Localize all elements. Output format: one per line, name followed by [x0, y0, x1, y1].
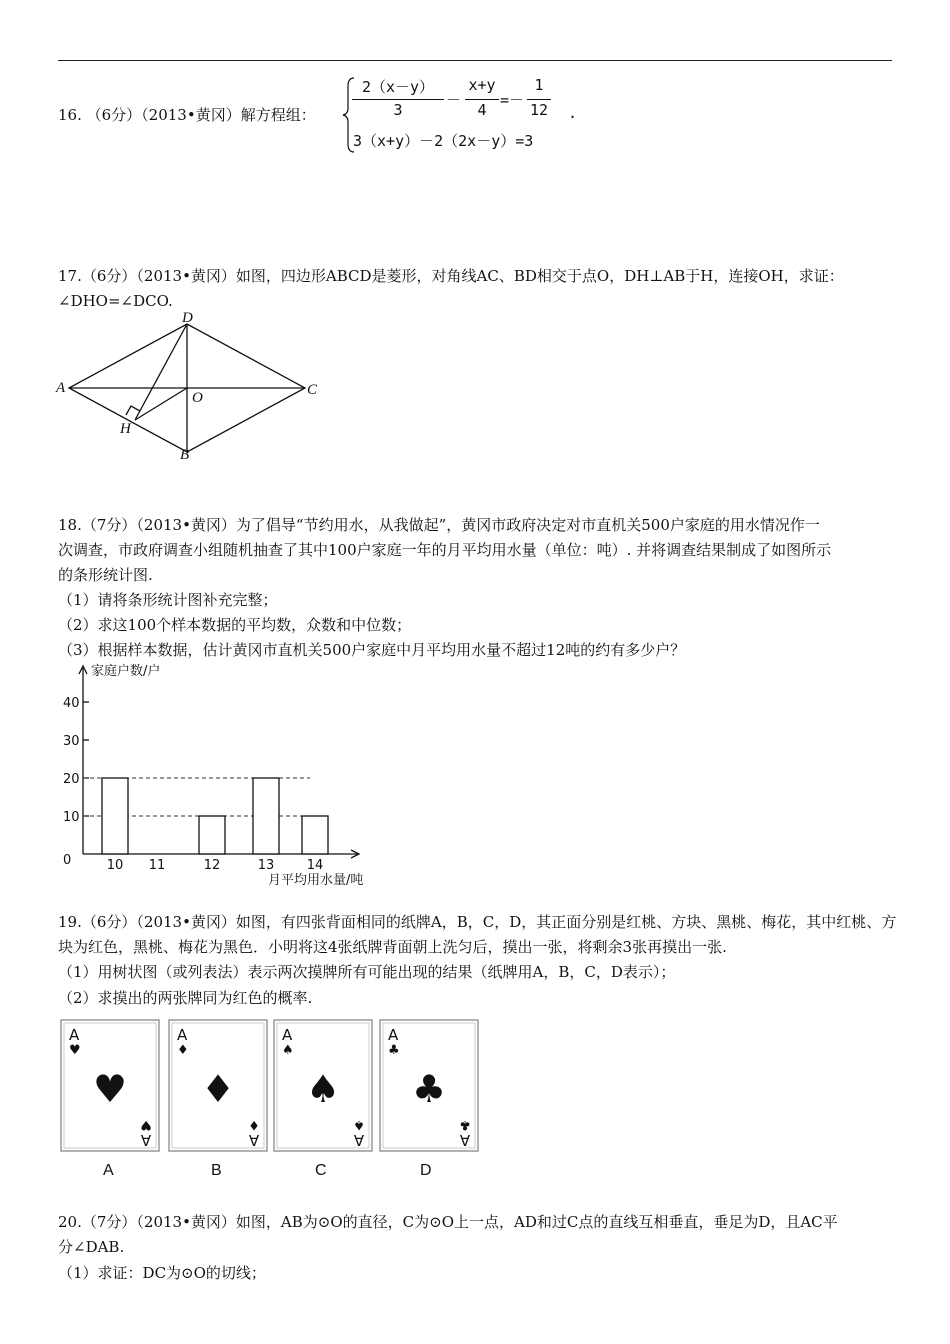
card-a-suit-top: ♥	[69, 1043, 81, 1058]
q18-line2: 次调查，市政府调查小组随机抽查了其中100户家庭一年的月平均用水量（单位：吨）. 并将调查结果制成了如图所示	[58, 541, 832, 559]
card-d	[380, 1020, 478, 1151]
q16-frac2-bar	[465, 99, 499, 100]
card-d-suit-top: ♣	[388, 1043, 400, 1058]
q16-eq1-num3: 1	[534, 76, 544, 94]
card-c-rank-top: A	[282, 1026, 293, 1044]
card-a	[61, 1020, 159, 1151]
x-axis-label: 月平均用水量/吨	[268, 873, 364, 888]
q18-line1: 18.（7分）（2013•黄冈）为了倡导“节约用水，从我做起”，黄冈市政府决定对市直机关500户家庭的用水情况作一	[58, 516, 820, 534]
q16-frac1-bar	[352, 99, 444, 100]
card-a-suit-center: ♥	[92, 1067, 128, 1111]
q16-eq2: 3（x+y）－2（2x－y）=3	[353, 132, 534, 150]
card-d-suit-bottom: ♣	[459, 1117, 471, 1132]
q16-eq1-den2: 4	[477, 101, 487, 119]
q16-eq1-num1: 2（x－y）	[361, 78, 435, 96]
q16-eq1-den3: 12	[529, 101, 549, 119]
card-label-a: A	[103, 1162, 114, 1179]
label-a: A	[56, 380, 66, 396]
q16-eq1-minus: －	[446, 91, 462, 109]
card-b-suit-bottom: ♦	[248, 1117, 260, 1132]
card-c-suit-bottom: ♠	[353, 1117, 365, 1132]
q18-sub1: （1）请将条形统计图补充完整；	[58, 591, 278, 609]
q16-end-period: .	[568, 104, 578, 122]
card-label-b: B	[211, 1162, 222, 1179]
label-d: D	[182, 310, 193, 326]
top-rule	[58, 60, 892, 61]
bar	[253, 778, 279, 854]
bar	[102, 778, 128, 854]
x-tick-label: 14	[306, 858, 324, 873]
y-tick-label: 0	[63, 853, 72, 868]
card-d-rank-top: A	[388, 1026, 399, 1044]
card-c-suit-center: ♠	[305, 1067, 341, 1111]
x-tick-label: 11	[148, 858, 166, 873]
y-tick-label: 20	[63, 772, 80, 787]
card-b-suit-top: ♦	[177, 1043, 189, 1058]
bar-chart	[55, 660, 400, 890]
card-b-suit-center: ♦	[200, 1067, 236, 1111]
y-tick-label: 10	[63, 810, 80, 825]
card-b	[169, 1020, 267, 1151]
label-b: B	[180, 447, 190, 463]
segment-oh	[135, 388, 187, 420]
q16-frac3-bar	[527, 99, 551, 100]
x-tick-label: 13	[257, 858, 275, 873]
x-tick-label: 10	[106, 858, 124, 873]
q18-line3: 的条形统计图.	[58, 566, 153, 584]
q17-line1: 17.（6分）（2013•黄冈）如图，四边形ABCD是菱形，对角线AC、BD相交于点O，DH⊥AB于H，连接OH，求证：	[58, 267, 844, 285]
card-a-rank-top: A	[69, 1026, 80, 1044]
q17-line2: ∠DHO=∠DCO.	[58, 292, 173, 310]
q19-line2: 块为红色，黑桃、梅花为黑色．小明将这4张纸牌背面朝上洗匀后，摸出一张，将剩余3张再摸出一张.	[58, 938, 727, 956]
bar	[302, 816, 328, 854]
q16-eq1-eq: =－	[500, 91, 525, 109]
q20-sub1: （1）求证：DC为⊙O的切线；	[58, 1264, 266, 1282]
q19-sub2: （2）求摸出的两张牌同为红色的概率.	[58, 989, 313, 1007]
q20-line2: 分∠DAB.	[58, 1238, 125, 1256]
card-d-rank-bottom: A	[459, 1131, 471, 1149]
card-label-d: D	[420, 1162, 432, 1179]
label-c: C	[307, 382, 318, 398]
card-label-c: C	[315, 1162, 327, 1179]
rhombus-figure	[55, 310, 325, 470]
x-tick-label: 12	[203, 858, 221, 873]
q16-eq1-den1: 3	[393, 101, 403, 119]
bar	[199, 816, 225, 854]
card-c-suit-top: ♠	[282, 1043, 294, 1058]
label-o: O	[192, 390, 203, 406]
q16-eq1-num2: x+y	[468, 76, 496, 94]
card-d-suit-center: ♣	[411, 1067, 447, 1111]
q20-line1: 20.（7分）（2013•黄冈）如图，AB为⊙O的直径，C为⊙O上一点，AD和过C点的直线互相垂直，垂足为D，且AC平	[58, 1213, 838, 1231]
y-tick-label: 30	[63, 734, 80, 749]
card-c	[274, 1020, 372, 1151]
label-h: H	[120, 421, 131, 437]
q18-sub2: （2）求这100个样本数据的平均数，众数和中位数；	[58, 616, 412, 634]
playing-cards	[58, 1018, 488, 1158]
card-a-rank-bottom: A	[140, 1131, 152, 1149]
q16-stem: 16. （6分）（2013•黄冈）解方程组：	[58, 106, 316, 124]
q18-sub3: （3）根据样本数据，估计黄冈市直机关500户家庭中月平均用水量不超过12吨的约有多少户？	[58, 641, 686, 659]
y-axis-label: 家庭户数/户	[91, 664, 161, 679]
card-a-suit-bottom: ♥	[140, 1117, 152, 1132]
q19-sub1: （1）用树状图（或列表法）表示两次摸牌所有可能出现的结果（纸牌用A，B，C，D表示）；	[58, 963, 676, 981]
q19-line1: 19.（6分）（2013•黄冈）如图，有四张背面相同的纸牌A，B，C，D，其正面分别是红桃、方块、黑桃、梅花，其中红桃、方	[58, 913, 897, 931]
card-b-rank-top: A	[177, 1026, 188, 1044]
card-c-rank-bottom: A	[353, 1131, 365, 1149]
y-tick-label: 40	[63, 696, 80, 711]
card-b-rank-bottom: A	[248, 1131, 260, 1149]
